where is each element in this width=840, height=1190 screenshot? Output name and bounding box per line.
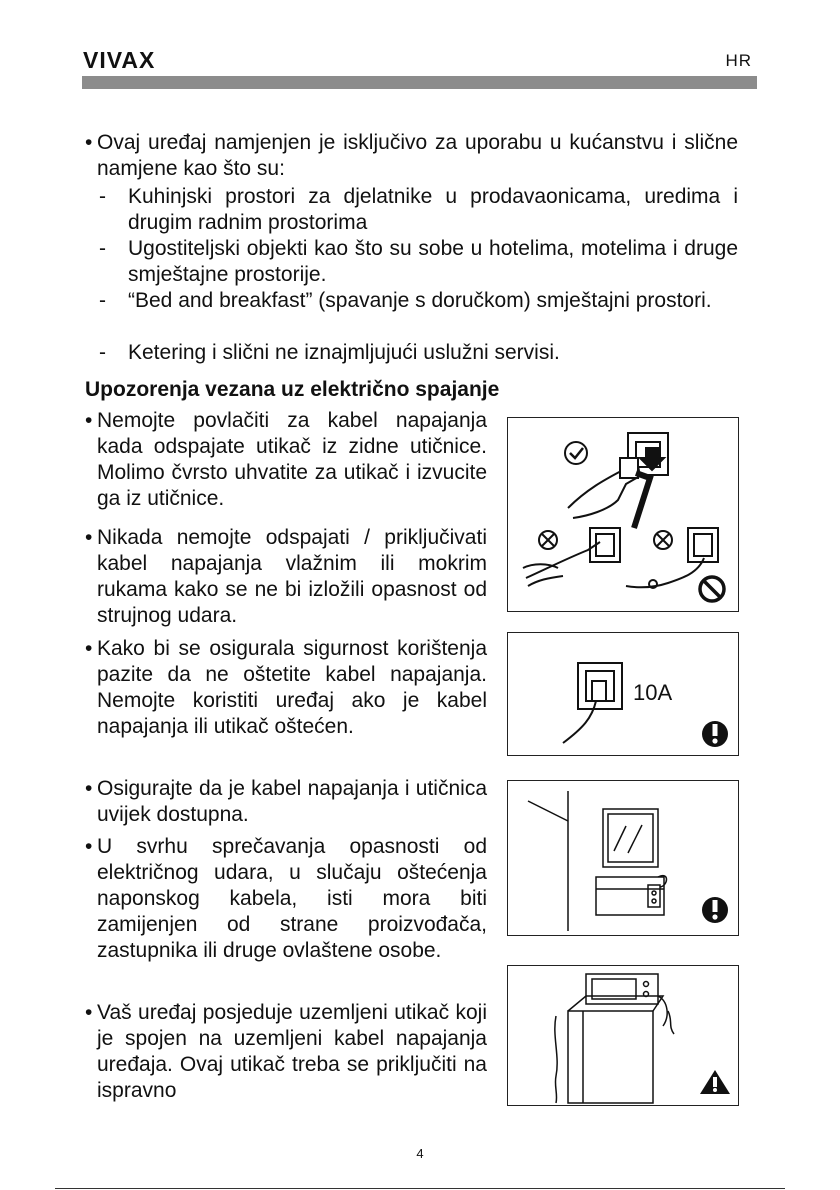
warning-bullet-6: Vaš uređaj posjeduje uzemljeni utikač koji je spojen na uzemljeni kabel napajanja uređaja. Ovaj utikač treba se priključiti na ispravno <box>97 1001 487 1102</box>
brand-logo: VIVAX <box>83 47 156 73</box>
exclamation-icon <box>702 897 728 923</box>
bullet-mark: • <box>85 409 93 432</box>
warning-triangle-icon <box>700 1070 730 1094</box>
bullet-mark: • <box>85 777 93 800</box>
intro-bullet-text: Ovaj uređaj namjenjen je isključivo za uporabu u kućanstvu i slične namjene kao što su: <box>97 131 738 180</box>
figure-appliance-on-fridge <box>507 965 739 1106</box>
dash-mark: - <box>99 237 106 260</box>
figure-socket-10a <box>507 632 739 756</box>
footer-line <box>55 1188 785 1189</box>
fuse-rating-label: 10A <box>633 680 673 705</box>
bullet-mark: • <box>85 835 93 858</box>
figure-unplug-correctly <box>507 417 739 612</box>
intro-dash-3: “Bed and breakfast” (spavanje s doručkom) smještajni prostori. <box>128 289 712 312</box>
bullet-mark: • <box>85 526 93 549</box>
ok-check-icon <box>565 442 587 464</box>
warning-bullet-2: Nikada nemojte odspajati / priključivati kabel napajanja vlažnim ili mokrim rukama kako se ne bi izložili opasnost od strujnog udara. <box>97 526 487 627</box>
intro-dash-2: Ugostiteljski objekti kao što su sobe u hotelima, motelima i druge smještajne prostorije. <box>128 237 738 286</box>
exclamation-icon <box>702 721 728 747</box>
page-number: 4 <box>416 1146 424 1161</box>
warning-bullet-1: Nemojte povlačiti za kabel napajanja kada odspajate utikač iz zidne utičnice. Molimo čvrsto uhvatite za utikač i izvucite ga iz utičnice. <box>97 409 487 510</box>
dash-mark: - <box>99 341 106 364</box>
language-code: HR <box>725 51 752 70</box>
warning-bullet-5: U svrhu sprečavanja opasnosti od električnog udara, u slučaju oštećenja naponskog kabela, isti mora biti zamijenjen od strane proizvođača, zastupnika ili druge ovlaštene osobe. <box>97 835 487 962</box>
section-heading: Upozorenja vezana uz električno spajanje <box>85 378 500 401</box>
bullet-mark: • <box>85 637 93 660</box>
figure-accessible-socket <box>507 780 739 936</box>
intro-dash-1: Kuhinjski prostori za djelatnike u prodavaonicama, uredima i drugim radnim prostorima <box>128 185 738 234</box>
warning-bullet-4: Osigurajte da je kabel napajanja i utičnica uvijek dostupna. <box>97 777 487 826</box>
intro-dash-4: Ketering i slični ne iznajmljujući uslužni servisi. <box>128 341 560 364</box>
warning-bullet-3: Kako bi se osigurala sigurnost korištenja pazite da ne oštetite kabel napajanja. Nemojte koristiti uređaj ako je kabel napajanja ili utikač oštećen. <box>97 637 487 738</box>
header-bar <box>82 76 757 89</box>
bullet-mark: • <box>85 1001 93 1024</box>
dash-mark: - <box>99 289 106 312</box>
socket-icon <box>578 663 622 709</box>
bullet-mark: • <box>85 131 93 154</box>
dash-mark: - <box>99 185 106 208</box>
